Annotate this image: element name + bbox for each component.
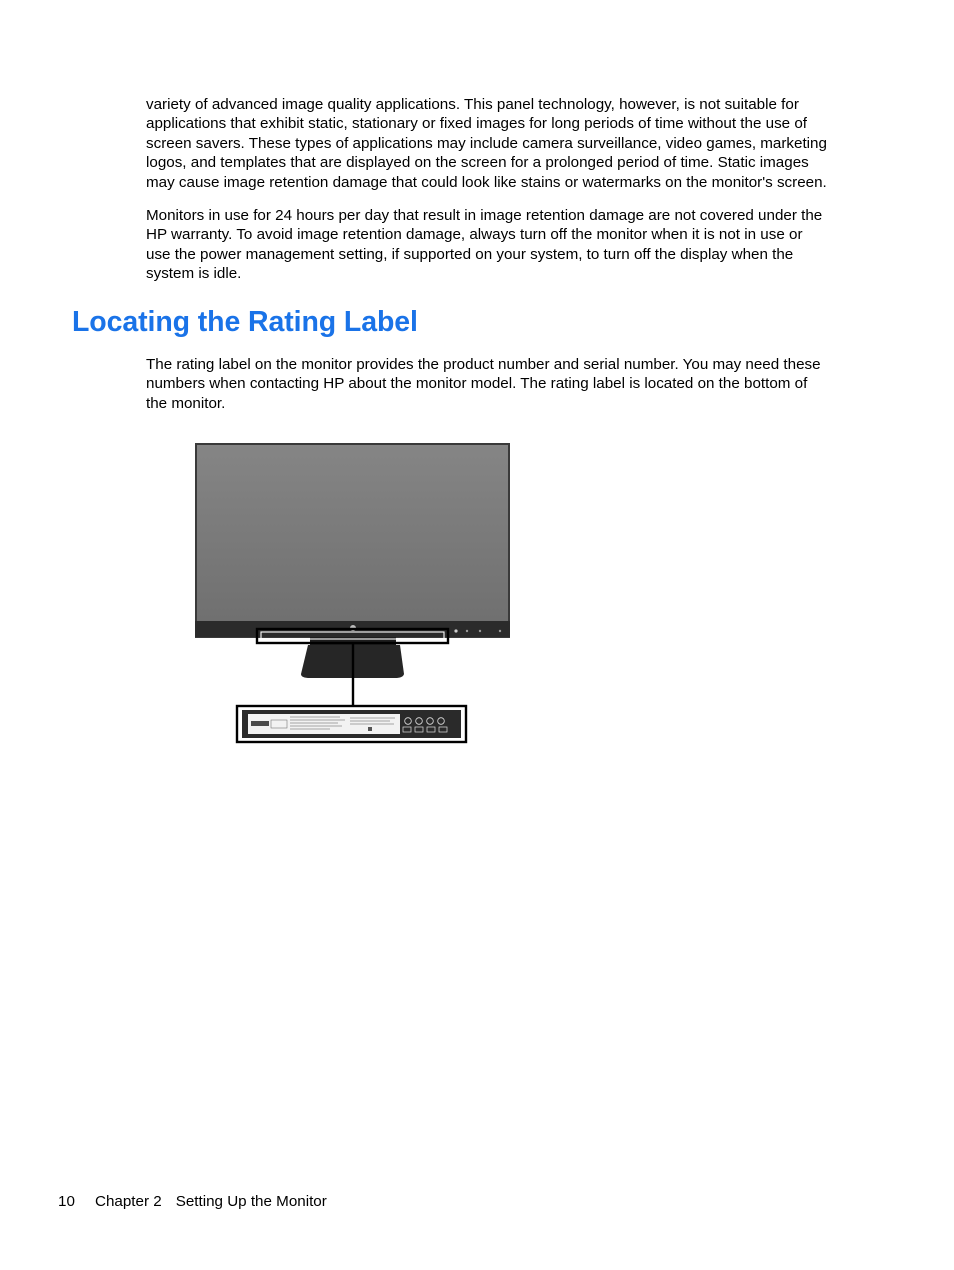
page-footer — [58, 1192, 327, 1211]
control-button-icon — [479, 630, 481, 632]
label-barcode-icon — [251, 721, 269, 726]
label-symbol-icon — [368, 727, 372, 731]
body-paragraph-retention: variety of advanced image quality applications. This panel technology, however, is not suitable for applications that exhibit static, stationary or fixed images for long periods of time without the use of screen savers. These types of applications may include camera surveillance, video games, marketing logos, and templates that are displayed on the screen for a prolonged period of time. Static images may cause image retention damage that could look like stains or watermarks on the monitor's screen. — [146, 96, 827, 191]
footer-chapter-title: Setting Up the Monitor — [175, 1193, 327, 1210]
section-heading: Locating the Rating Label — [72, 306, 418, 338]
monitor-screen — [197, 445, 508, 621]
control-button-icon — [466, 630, 468, 632]
footer-chapter: Chapter 2 — [95, 1193, 162, 1210]
page-number: 10 — [58, 1193, 75, 1210]
control-button-icon — [454, 629, 457, 632]
monitor-figure — [190, 438, 520, 748]
section-paragraph: The rating label on the monitor provides the product number and serial number. You may need these numbers when contacting HP about the monitor model. The rating label is located on the bottom of the monitor. — [146, 356, 821, 412]
power-button-icon — [499, 630, 501, 632]
body-paragraph-warranty: Monitors in use for 24 hours per day that result in image retention damage are not covered under the HP warranty. To avoid image retention damage, always turn off the monitor when it is not in use or use the power management setting, if supported on your system, to turn off the display when the system is idle. — [146, 207, 823, 283]
monitor-illustration — [190, 438, 520, 748]
